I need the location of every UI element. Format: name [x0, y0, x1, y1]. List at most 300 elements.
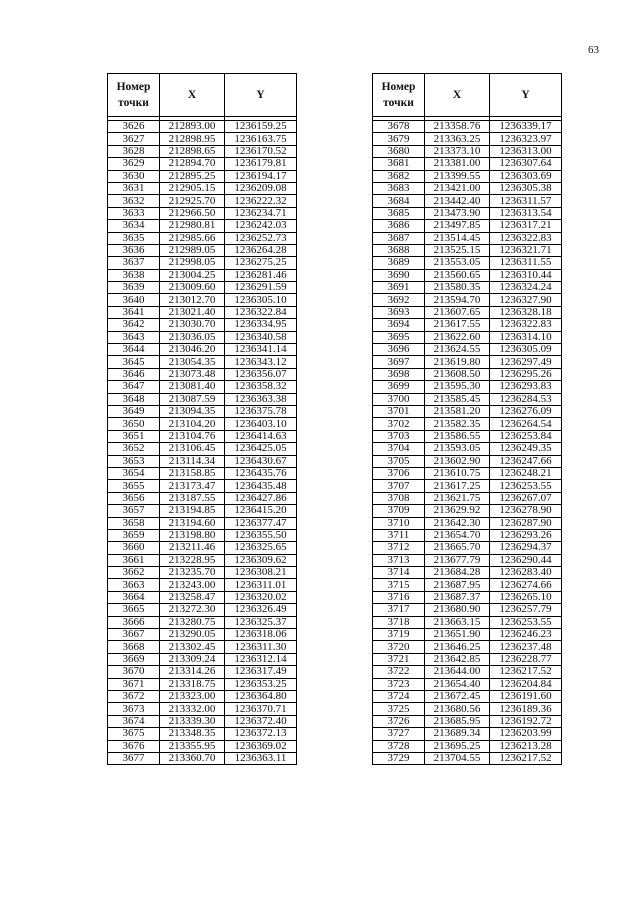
table-row: [373, 629, 562, 641]
point-number-cell: 3712: [373, 542, 425, 554]
point-number-cell: 3700: [373, 393, 425, 405]
table-row: [108, 282, 297, 294]
table-row: [373, 220, 562, 232]
x-coordinate-cell: 213348.35: [160, 728, 225, 740]
point-number-cell: 3724: [373, 690, 425, 702]
y-coordinate-cell: 1236403.10: [225, 418, 297, 430]
point-number-cell: 3686: [373, 220, 425, 232]
point-number-cell: 3728: [373, 740, 425, 752]
x-coordinate-cell: 213009.60: [160, 282, 225, 294]
table-row: [373, 356, 562, 368]
x-coordinate-cell: 213644.00: [425, 666, 490, 678]
table-row: [108, 579, 297, 591]
y-coordinate-cell: 1236313.00: [490, 145, 562, 157]
point-number-cell: 3645: [108, 356, 160, 368]
x-coordinate-cell: 213672.45: [425, 690, 490, 702]
y-coordinate-cell: 1236275.25: [225, 257, 297, 269]
table-row: [108, 381, 297, 393]
table-row: [373, 591, 562, 603]
table-row: [373, 368, 562, 380]
x-coordinate-cell: 213114.34: [160, 455, 225, 467]
x-coordinate-cell: 213646.25: [425, 641, 490, 653]
y-coordinate-cell: 1236179.81: [225, 158, 297, 170]
x-coordinate-cell: 213187.55: [160, 492, 225, 504]
y-coordinate-cell: 1236363.38: [225, 393, 297, 405]
y-coordinate-cell: 1236326.49: [225, 604, 297, 616]
column-header-y: Y: [490, 74, 562, 117]
point-number-cell: 3689: [373, 257, 425, 269]
x-coordinate-cell: 213421.00: [425, 182, 490, 194]
table-row: [373, 554, 562, 566]
x-coordinate-cell: 213621.75: [425, 492, 490, 504]
table-row: [373, 244, 562, 256]
x-coordinate-cell: 213373.10: [425, 145, 490, 157]
point-number-cell: 3693: [373, 306, 425, 318]
y-coordinate-cell: 1236309.62: [225, 554, 297, 566]
y-coordinate-cell: 1236322.83: [490, 232, 562, 244]
y-coordinate-cell: 1236343.12: [225, 356, 297, 368]
x-coordinate-cell: 213586.55: [425, 430, 490, 442]
table-row: [108, 319, 297, 331]
table-row: [373, 207, 562, 219]
column-header-y: Y: [225, 74, 297, 117]
point-number-cell: 3629: [108, 158, 160, 170]
table-row: [373, 517, 562, 529]
x-coordinate-cell: 213607.65: [425, 306, 490, 318]
y-coordinate-cell: 1236427.86: [225, 492, 297, 504]
table-row: [373, 393, 562, 405]
x-coordinate-cell: 213624.55: [425, 344, 490, 356]
table-header-row: [373, 74, 562, 117]
point-number-cell: 3723: [373, 678, 425, 690]
y-coordinate-cell: 1236189.36: [490, 703, 562, 715]
y-coordinate-cell: 1236284.53: [490, 393, 562, 405]
table-row: [373, 505, 562, 517]
x-coordinate-cell: 213473.90: [425, 207, 490, 219]
table-row: [108, 207, 297, 219]
x-coordinate-cell: 213642.85: [425, 653, 490, 665]
x-coordinate-cell: 212966.50: [160, 207, 225, 219]
y-coordinate-cell: 1236303.69: [490, 170, 562, 182]
y-coordinate-cell: 1236372.13: [225, 728, 297, 740]
table-row: [108, 690, 297, 702]
x-coordinate-cell: 212925.70: [160, 195, 225, 207]
y-coordinate-cell: 1236313.54: [490, 207, 562, 219]
table-row: [108, 269, 297, 281]
y-coordinate-cell: 1236253.55: [490, 480, 562, 492]
point-number-cell: 3685: [373, 207, 425, 219]
table-row: [108, 443, 297, 455]
y-coordinate-cell: 1236265.10: [490, 591, 562, 603]
point-number-cell: 3711: [373, 529, 425, 541]
column-header-x: X: [425, 74, 490, 117]
y-coordinate-cell: 1236435.76: [225, 467, 297, 479]
y-coordinate-cell: 1236435.48: [225, 480, 297, 492]
point-number-cell: 3675: [108, 728, 160, 740]
x-coordinate-cell: 213617.55: [425, 319, 490, 331]
column-header-point: Номер точки: [373, 74, 425, 117]
point-number-cell: 3678: [373, 121, 425, 133]
table-row: [373, 666, 562, 678]
point-number-cell: 3694: [373, 319, 425, 331]
y-coordinate-cell: 1236430.67: [225, 455, 297, 467]
point-number-cell: 3641: [108, 306, 160, 318]
point-number-cell: 3658: [108, 517, 160, 529]
x-coordinate-cell: 212905.15: [160, 182, 225, 194]
x-coordinate-cell: 213654.70: [425, 529, 490, 541]
y-coordinate-cell: 1236311.57: [490, 195, 562, 207]
point-number-cell: 3647: [108, 381, 160, 393]
table-body: [108, 121, 297, 765]
table-row: [373, 715, 562, 727]
point-number-cell: 3714: [373, 567, 425, 579]
y-coordinate-cell: 1236204.84: [490, 678, 562, 690]
table-row: [373, 690, 562, 702]
y-coordinate-cell: 1236339.17: [490, 121, 562, 133]
point-number-cell: 3702: [373, 418, 425, 430]
x-coordinate-cell: 213194.85: [160, 505, 225, 517]
y-coordinate-cell: 1236317.21: [490, 220, 562, 232]
x-coordinate-cell: 213073.48: [160, 368, 225, 380]
y-coordinate-cell: 1236414.63: [225, 430, 297, 442]
table-row: [108, 430, 297, 442]
x-coordinate-cell: 213593.05: [425, 443, 490, 455]
table-row: [108, 356, 297, 368]
y-coordinate-cell: 1236325.37: [225, 616, 297, 628]
table-row: [108, 405, 297, 417]
y-coordinate-cell: 1236305.38: [490, 182, 562, 194]
table-row: [108, 666, 297, 678]
table-row: [108, 505, 297, 517]
x-coordinate-cell: 213012.70: [160, 294, 225, 306]
point-number-cell: 3672: [108, 690, 160, 702]
table-row: [108, 678, 297, 690]
point-number-cell: 3710: [373, 517, 425, 529]
y-coordinate-cell: 1236248.21: [490, 467, 562, 479]
point-number-cell: 3642: [108, 319, 160, 331]
x-coordinate-cell: 213302.45: [160, 641, 225, 653]
point-number-cell: 3626: [108, 121, 160, 133]
point-number-cell: 3683: [373, 182, 425, 194]
point-number-cell: 3699: [373, 381, 425, 393]
y-coordinate-cell: 1236252.73: [225, 232, 297, 244]
point-number-cell: 3659: [108, 529, 160, 541]
y-coordinate-cell: 1236318.06: [225, 629, 297, 641]
point-number-cell: 3727: [373, 728, 425, 740]
y-coordinate-cell: 1236314.10: [490, 331, 562, 343]
x-coordinate-cell: 213235.70: [160, 567, 225, 579]
table-row: [108, 728, 297, 740]
point-number-cell: 3688: [373, 244, 425, 256]
table-row: [373, 158, 562, 170]
point-number-cell: 3704: [373, 443, 425, 455]
point-number-cell: 3649: [108, 405, 160, 417]
y-coordinate-cell: 1236369.02: [225, 740, 297, 752]
point-number-cell: 3729: [373, 752, 425, 764]
x-coordinate-cell: 213622.60: [425, 331, 490, 343]
point-number-cell: 3644: [108, 344, 160, 356]
point-number-cell: 3721: [373, 653, 425, 665]
table-row: [108, 492, 297, 504]
x-coordinate-cell: 212895.25: [160, 170, 225, 182]
point-number-cell: 3696: [373, 344, 425, 356]
x-coordinate-cell: 213497.85: [425, 220, 490, 232]
x-coordinate-cell: 213580.35: [425, 282, 490, 294]
x-coordinate-cell: 212893.00: [160, 121, 225, 133]
y-coordinate-cell: 1236305.10: [225, 294, 297, 306]
table-row: [373, 331, 562, 343]
y-coordinate-cell: 1236305.09: [490, 344, 562, 356]
y-coordinate-cell: 1236372.40: [225, 715, 297, 727]
x-coordinate-cell: 213290.05: [160, 629, 225, 641]
point-number-cell: 3695: [373, 331, 425, 343]
y-coordinate-cell: 1236311.30: [225, 641, 297, 653]
y-coordinate-cell: 1236242.03: [225, 220, 297, 232]
point-number-cell: 3630: [108, 170, 160, 182]
table-row: [373, 257, 562, 269]
point-number-cell: 3652: [108, 443, 160, 455]
x-coordinate-cell: 213582.35: [425, 418, 490, 430]
table-row: [108, 331, 297, 343]
coordinates-table-right: [372, 73, 562, 765]
point-number-cell: 3666: [108, 616, 160, 628]
x-coordinate-cell: 213194.60: [160, 517, 225, 529]
table-row: [108, 418, 297, 430]
point-number-cell: 3636: [108, 244, 160, 256]
y-coordinate-cell: 1236274.66: [490, 579, 562, 591]
point-number-cell: 3631: [108, 182, 160, 194]
y-coordinate-cell: 1236425.05: [225, 443, 297, 455]
x-coordinate-cell: 213173.47: [160, 480, 225, 492]
y-coordinate-cell: 1236363.11: [225, 752, 297, 764]
point-number-cell: 3679: [373, 133, 425, 145]
y-coordinate-cell: 1236375.78: [225, 405, 297, 417]
table-row: [108, 368, 297, 380]
y-coordinate-cell: 1236234.71: [225, 207, 297, 219]
y-coordinate-cell: 1236328.18: [490, 306, 562, 318]
x-coordinate-cell: 213585.45: [425, 393, 490, 405]
x-coordinate-cell: 213514.45: [425, 232, 490, 244]
point-number-cell: 3692: [373, 294, 425, 306]
y-coordinate-cell: 1236308.21: [225, 567, 297, 579]
point-number-cell: 3662: [108, 567, 160, 579]
table-row: [108, 145, 297, 157]
y-coordinate-cell: 1236320.02: [225, 591, 297, 603]
table-row: [108, 244, 297, 256]
point-number-cell: 3668: [108, 641, 160, 653]
table-row: [108, 653, 297, 665]
table-row: [373, 133, 562, 145]
point-number-cell: 3703: [373, 430, 425, 442]
table-row: [108, 752, 297, 764]
table-row: [373, 480, 562, 492]
x-coordinate-cell: 213687.95: [425, 579, 490, 591]
y-coordinate-cell: 1236317.49: [225, 666, 297, 678]
point-number-cell: 3633: [108, 207, 160, 219]
y-coordinate-cell: 1236203.99: [490, 728, 562, 740]
x-coordinate-cell: 213560.65: [425, 269, 490, 281]
y-coordinate-cell: 1236325.65: [225, 542, 297, 554]
table-row: [108, 517, 297, 529]
point-number-cell: 3726: [373, 715, 425, 727]
table-row: [108, 232, 297, 244]
x-coordinate-cell: 213595.30: [425, 381, 490, 393]
x-coordinate-cell: 212980.81: [160, 220, 225, 232]
y-coordinate-cell: 1236322.84: [225, 306, 297, 318]
point-number-cell: 3690: [373, 269, 425, 281]
y-coordinate-cell: 1236322.83: [490, 319, 562, 331]
table-row: [373, 294, 562, 306]
y-coordinate-cell: 1236253.55: [490, 616, 562, 628]
y-coordinate-cell: 1236217.52: [490, 666, 562, 678]
point-number-cell: 3719: [373, 629, 425, 641]
table-row: [108, 554, 297, 566]
x-coordinate-cell: 213228.95: [160, 554, 225, 566]
table-row: [373, 641, 562, 653]
point-number-cell: 3634: [108, 220, 160, 232]
table-body: [373, 121, 562, 765]
table-row: [373, 678, 562, 690]
point-number-cell: 3698: [373, 368, 425, 380]
x-coordinate-cell: 213030.70: [160, 319, 225, 331]
table-row: [108, 393, 297, 405]
table-row: [108, 257, 297, 269]
table-row: [108, 455, 297, 467]
x-coordinate-cell: 213629.92: [425, 505, 490, 517]
point-number-cell: 3725: [373, 703, 425, 715]
y-coordinate-cell: 1236283.40: [490, 567, 562, 579]
point-number-cell: 3713: [373, 554, 425, 566]
point-number-cell: 3709: [373, 505, 425, 517]
point-number-cell: 3673: [108, 703, 160, 715]
y-coordinate-cell: 1236307.64: [490, 158, 562, 170]
x-coordinate-cell: 213358.76: [425, 121, 490, 133]
y-coordinate-cell: 1236237.48: [490, 641, 562, 653]
x-coordinate-cell: 213332.00: [160, 703, 225, 715]
y-coordinate-cell: 1236311.55: [490, 257, 562, 269]
y-coordinate-cell: 1236267.07: [490, 492, 562, 504]
table-row: [108, 480, 297, 492]
x-coordinate-cell: 213355.95: [160, 740, 225, 752]
y-coordinate-cell: 1236276.09: [490, 405, 562, 417]
x-coordinate-cell: 213665.70: [425, 542, 490, 554]
point-number-cell: 3661: [108, 554, 160, 566]
column-header-point: Номер точки: [108, 74, 160, 117]
point-number-cell: 3651: [108, 430, 160, 442]
y-coordinate-cell: 1236312.14: [225, 653, 297, 665]
x-coordinate-cell: 212898.65: [160, 145, 225, 157]
point-number-cell: 3663: [108, 579, 160, 591]
y-coordinate-cell: 1236264.28: [225, 244, 297, 256]
x-coordinate-cell: 213610.75: [425, 467, 490, 479]
point-number-cell: 3701: [373, 405, 425, 417]
point-number-cell: 3697: [373, 356, 425, 368]
y-coordinate-cell: 1236415.20: [225, 505, 297, 517]
table-row: [373, 467, 562, 479]
point-number-cell: 3653: [108, 455, 160, 467]
table-row: [108, 616, 297, 628]
y-coordinate-cell: 1236228.77: [490, 653, 562, 665]
point-number-cell: 3717: [373, 604, 425, 616]
x-coordinate-cell: 213323.00: [160, 690, 225, 702]
coordinates-table-left: [107, 73, 297, 765]
table-row: [373, 269, 562, 281]
x-coordinate-cell: 213602.90: [425, 455, 490, 467]
point-number-cell: 3637: [108, 257, 160, 269]
table-row: [373, 752, 562, 764]
table-row: [108, 294, 297, 306]
point-number-cell: 3691: [373, 282, 425, 294]
point-number-cell: 3657: [108, 505, 160, 517]
table-row: [108, 641, 297, 653]
table-row: [108, 344, 297, 356]
y-coordinate-cell: 1236278.90: [490, 505, 562, 517]
point-number-cell: 3638: [108, 269, 160, 281]
point-number-cell: 3718: [373, 616, 425, 628]
point-number-cell: 3671: [108, 678, 160, 690]
y-coordinate-cell: 1236340.58: [225, 331, 297, 343]
table-row: [373, 381, 562, 393]
y-coordinate-cell: 1236264.54: [490, 418, 562, 430]
point-number-cell: 3632: [108, 195, 160, 207]
point-number-cell: 3667: [108, 629, 160, 641]
point-number-cell: 3655: [108, 480, 160, 492]
x-coordinate-cell: 213363.25: [425, 133, 490, 145]
x-coordinate-cell: 213399.55: [425, 170, 490, 182]
point-number-cell: 3656: [108, 492, 160, 504]
point-number-cell: 3705: [373, 455, 425, 467]
y-coordinate-cell: 1236321.71: [490, 244, 562, 256]
table-row: [373, 418, 562, 430]
table-row: [108, 703, 297, 715]
table-row: [373, 703, 562, 715]
y-coordinate-cell: 1236281.46: [225, 269, 297, 281]
x-coordinate-cell: 213581.20: [425, 405, 490, 417]
table-row: [373, 740, 562, 752]
x-coordinate-cell: 213684.28: [425, 567, 490, 579]
y-coordinate-cell: 1236257.79: [490, 604, 562, 616]
y-coordinate-cell: 1236297.49: [490, 356, 562, 368]
y-coordinate-cell: 1236253.84: [490, 430, 562, 442]
y-coordinate-cell: 1236364.80: [225, 690, 297, 702]
x-coordinate-cell: 213663.15: [425, 616, 490, 628]
x-coordinate-cell: 213689.34: [425, 728, 490, 740]
y-coordinate-cell: 1236194.17: [225, 170, 297, 182]
y-coordinate-cell: 1236324.24: [490, 282, 562, 294]
y-coordinate-cell: 1236287.90: [490, 517, 562, 529]
point-number-cell: 3660: [108, 542, 160, 554]
x-coordinate-cell: 213651.90: [425, 629, 490, 641]
x-coordinate-cell: 213677.79: [425, 554, 490, 566]
point-number-cell: 3677: [108, 752, 160, 764]
x-coordinate-cell: 213094.35: [160, 405, 225, 417]
point-number-cell: 3716: [373, 591, 425, 603]
table-row: [373, 653, 562, 665]
table-row: [373, 195, 562, 207]
point-number-cell: 3669: [108, 653, 160, 665]
table-row: [373, 604, 562, 616]
x-coordinate-cell: 213314.26: [160, 666, 225, 678]
point-number-cell: 3640: [108, 294, 160, 306]
table-row: [373, 728, 562, 740]
y-coordinate-cell: 1236294.37: [490, 542, 562, 554]
x-coordinate-cell: 213280.75: [160, 616, 225, 628]
table-row: [108, 133, 297, 145]
y-coordinate-cell: 1236191.60: [490, 690, 562, 702]
table-row: [108, 567, 297, 579]
y-coordinate-cell: 1236159.25: [225, 121, 297, 133]
y-coordinate-cell: 1236222.32: [225, 195, 297, 207]
